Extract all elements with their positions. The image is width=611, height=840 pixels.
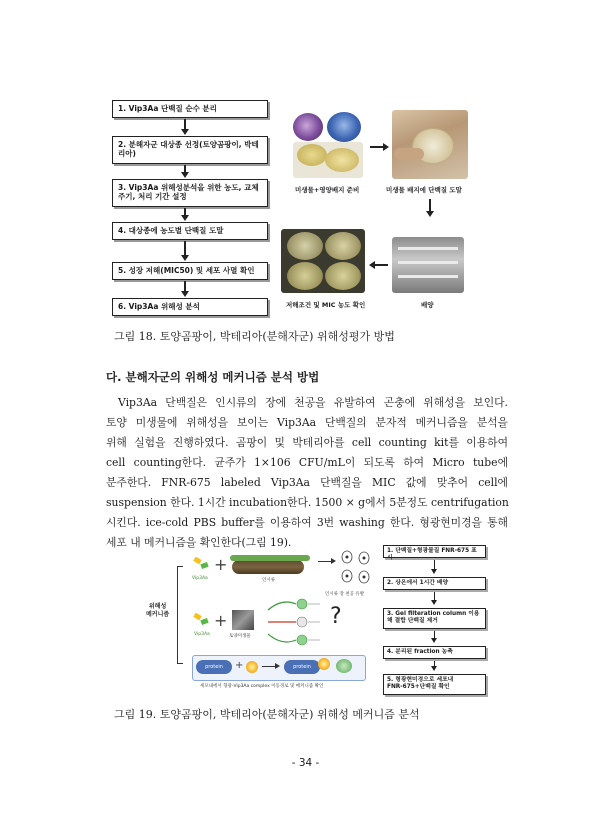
arrow-down-icon: [181, 255, 189, 261]
mechanism-step-label: 1. 단백질+형광물질 FNR-675 표시: [387, 548, 477, 561]
arrow-right-icon: [383, 143, 389, 151]
protein-ellipse: protein: [284, 660, 320, 674]
flow-step-label: 4. 대상종에 농도별 단백질 도말: [118, 226, 224, 235]
arrow-down-icon: [431, 638, 437, 643]
microbe-image: [232, 610, 254, 630]
paragraph-line: 토양 미생물에 위해성을 보이는 Vip3Aa 단백질의 분자적 메커니즘을 분석을: [106, 416, 508, 429]
page-number: - 34 -: [291, 757, 320, 769]
mechanism-label: 위해성 메커니즘: [146, 603, 170, 618]
photo-label-mic: 저해조건 및 MIC 농도 확인: [286, 301, 366, 309]
flow-step-5: [112, 262, 268, 280]
figure-18-caption: 그림 18. 토양곰팡이, 박테리아(분해자군) 위해성평가 방법: [114, 330, 395, 343]
arrow-right-icon: [275, 663, 280, 669]
mechanism-step-3: [383, 608, 486, 629]
arrow-down-icon: [431, 666, 437, 671]
plus-icon: +: [235, 660, 244, 671]
fluorophore-icon: [318, 658, 330, 670]
question-mark: ?: [330, 604, 342, 629]
flow-connector: [184, 241, 186, 256]
flow-step-6: [112, 298, 268, 316]
mechanism-step-1: [383, 545, 486, 561]
flow-step-4: [112, 222, 268, 240]
arrow-down-icon: [181, 291, 189, 297]
insect-label: 인시류: [262, 578, 276, 583]
leaf-icon: [230, 555, 310, 561]
photo-incubation: [392, 237, 464, 293]
vip3aa-label: Vip3Aa: [192, 576, 208, 581]
flow-step-label: 6. Vip3Aa 위해성 분석: [118, 302, 200, 311]
pathway-caption: 세포내에서 형광-Vip3Aa complex 이동경로 및 메커니즘 확인: [200, 684, 324, 689]
figure-19-caption: 그림 19. 토양곰팡이, 박테리아(분해자군) 위해성 메커니즘 분석: [114, 708, 420, 721]
fluorophore-icon: [246, 661, 258, 673]
bracket: [177, 566, 183, 664]
paragraph-line: cell counting한다. 균주가 1×106 CFU/mL이 되도록 하여 Micro tube에: [106, 456, 508, 469]
plus-icon: +: [214, 555, 228, 574]
flow-step-1: [112, 100, 268, 118]
paragraph-line: 세포 내 메커니즘을 확인한다(그림 19).: [106, 536, 292, 549]
mechanism-step-label: 5. 형광현미경으로 세포내 FNR-675+단백질 확인: [387, 677, 454, 690]
mechanism-step-label: 2. 상온에서 1시간 배양: [387, 580, 449, 586]
cell-icon: [336, 659, 352, 673]
arrow-right-icon: [331, 558, 336, 564]
plus-icon: +: [214, 611, 228, 630]
flow-step-label: 3. Vip3Aa 위해성분석을 위한 농도, 교체주기, 처리 기간 설정: [118, 183, 259, 201]
section-heading: 다. 분해자군의 위해성 메커니즘 분석 방법: [106, 370, 320, 384]
flow-step-label: 1. Vip3Aa 단백질 순수 분리: [118, 104, 217, 113]
vip3aa-label: Vip3Aa: [194, 632, 210, 637]
arrow-down-icon: [181, 172, 189, 178]
flow-connector: [370, 146, 384, 148]
arrow-down-icon: [426, 211, 434, 217]
gut-label: 인시류 장 천공 유발: [325, 592, 365, 597]
mechanism-step-4: [383, 646, 486, 659]
caterpillar-icon: [232, 560, 304, 574]
mechanism-step-5: [383, 674, 486, 695]
paragraph-line: suspension 한다. 1시간 incubation한다. 1500 × g에서 5분정도 centrifugation: [106, 496, 509, 509]
photo-label-spread: 미생물 배지에 단백질 도말: [386, 186, 462, 194]
gut-cells-icon: [338, 548, 374, 588]
arrow-down-icon: [181, 129, 189, 135]
microbe-label: 토양미생물: [229, 634, 251, 639]
mechanism-step-label: 3. Gel filteration column 이용 해 결합 단백질 제거: [387, 611, 480, 624]
paragraph-line: 시킨다. ice-cold PBS buffer를 이용하여 3번 washing 한다. 형광현미경을 통해: [106, 516, 508, 529]
arrow-down-icon: [181, 215, 189, 221]
arrow-down-icon: [431, 600, 437, 605]
cell-cycle-diagram: [262, 596, 324, 648]
flow-step-2: [112, 136, 268, 164]
flow-step-label: 5. 성장 저해(MIC50) 및 세포 사멸 확인: [118, 266, 255, 275]
flow-connector: [374, 264, 388, 266]
flow-connector: [262, 666, 276, 667]
flow-connector: [429, 199, 431, 211]
arrow-down-icon: [431, 569, 437, 574]
paragraph-line: Vip3Aa 단백질은 인시류의 장에 천공을 유발하여 곤충에 위해성을 보인다.: [118, 396, 508, 409]
paragraph-line: 위해 실험을 진행하였다. 곰팡이 및 박테리아를 cell counting kit를 이용하여: [106, 436, 508, 449]
vip3aa-icon: [194, 558, 210, 572]
arrow-left-icon: [369, 261, 375, 269]
photo-label-prep: 미생물+영양배지 준비: [295, 186, 360, 194]
protein-ellipse: protein: [196, 660, 232, 674]
mechanism-step-label: 4. 분리된 fraction 농축: [387, 649, 453, 655]
mechanism-step-2: [383, 577, 486, 590]
photo-label-culture: 배양: [421, 301, 434, 309]
vip3aa-icon: [194, 614, 210, 628]
flow-step-3: [112, 179, 268, 207]
flow-step-label: 2. 분해자군 대상종 선정(토양곰팡이, 박테리아): [118, 140, 259, 158]
flow-connector: [318, 561, 332, 562]
photo-spread-protein: [392, 110, 468, 179]
paragraph-line: 분주한다. FNR-675 labeled Vip3Aa 단백질을 MIC 값에 맞추어 cell에: [106, 476, 508, 489]
photo-mic-plates: [281, 229, 365, 293]
